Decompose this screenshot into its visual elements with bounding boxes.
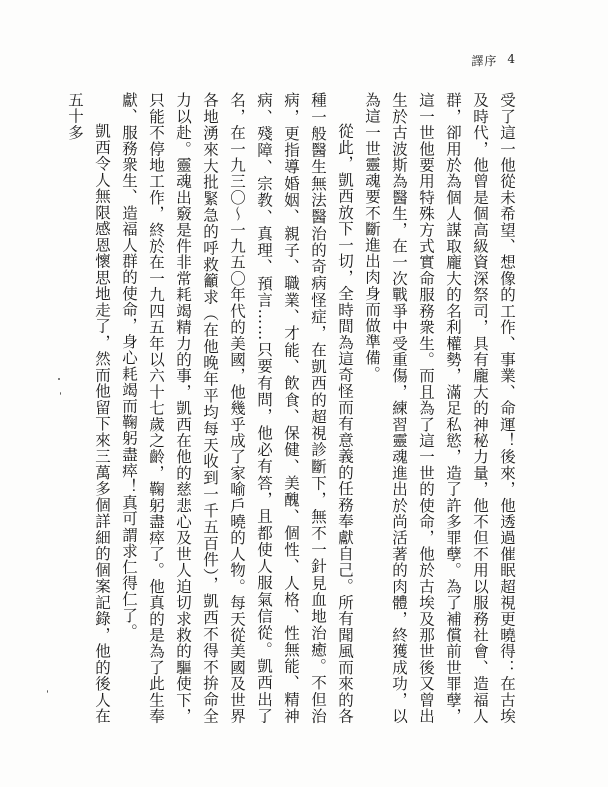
scan-speck (58, 378, 60, 380)
scan-speck (60, 392, 61, 395)
vertical-body-text (66, 92, 520, 724)
paragraph-2: 從此，凱西放下一切，全時間為這奇怪而有意義的任務奉獻自己。所有聞風而來的各種一般醫生無法醫治的奇病怪症，在凱西的超視診斷下，無不一針見血地治癒。不但治病，更指導婚姻、親子、職業、才能、飲食、保健、美醜、個性、人格、性無能、精神病、殘障、宗教、真理、預言……只要有問，他必有答，且都使人服氣信從。凱西出了名，在一九三〇～一九五〇年代的美國，他幾乎成了家喻戶曉的人物。每天從美國及世界各地湧來大批緊急的呼救籲求（在他晚年平均每天收到一千五百件），凱西不得不拚命全力以赴。靈魂出竅是件非常耗竭精力的事，凱西在他的慈悲心及世人迫切求救的驅使下，只能不停地工作，終於在一九四五年以六十七歲之齡，鞠躬盡瘁了。他真的是為了此生奉獻、服務衆生、造福人群的使命，身心耗竭而鞠躬盡瘁！真可謂求仁得仁了。 (120, 92, 354, 724)
scan-speck (47, 690, 48, 693)
paragraph-1: 受了這一他從未希望、想像的工作、事業、命運！後來，他透過催眠超視更曉得：在古埃及時代，他曾是個高級資深祭司，具有龐大的神秘力量，他不但不用以服務社會、造福人群，卻用於為個人謀取龐大的名利權勢，滿足私慾，造了許多罪孽。為了補償前世罪孽，這一世他要用特殊方式實命服務衆生。而且為了這一世的使命，他於古埃及那世後又曾出生於古波斯為醫生，在一次戰爭中受重傷，練習靈魂進出於尚活著的肉體，終獲成功，以為這一世靈魂要不斷進出肉身而做準備。 (363, 92, 516, 724)
section-title: 譯序 (471, 54, 498, 68)
page-header (471, 52, 516, 69)
page-number: 4 (507, 52, 516, 66)
paragraph-3: 凱西令人無限感恩懷思地走了，然而他留下來三萬多個詳細的個案記錄，他的後人在五十多 (66, 92, 111, 724)
